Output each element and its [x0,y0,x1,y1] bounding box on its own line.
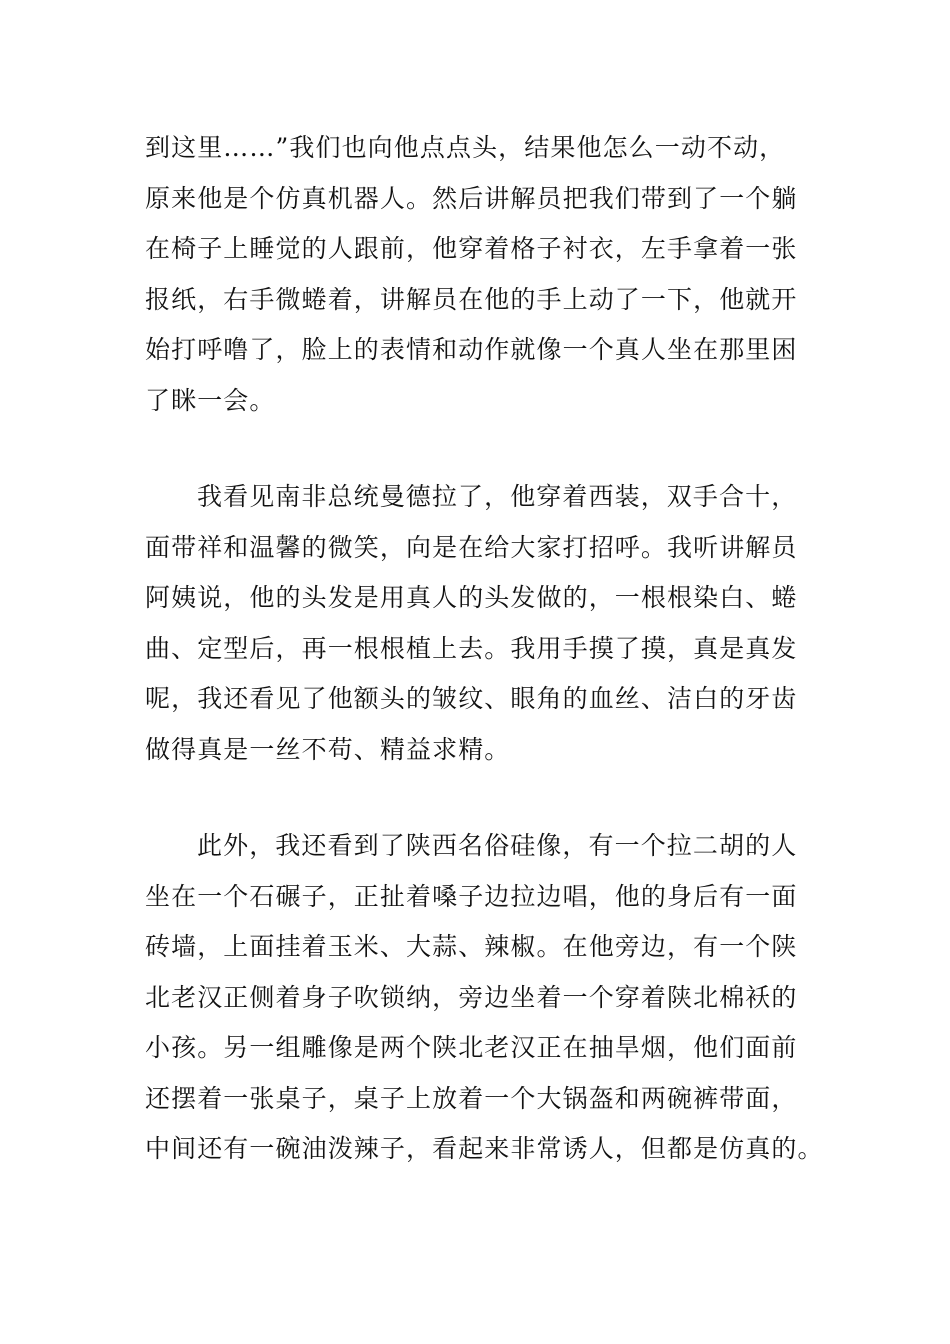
text-line: 到这里……”我们也向他点点头，结果他怎么一动不动， [145,133,786,162]
text-line: 中间还有一碗油泼辣子，看起来非常诱人，但都是仿真的。 [145,1134,824,1163]
text-line: 报纸，右手微蜷着，讲解员在他的手上动了一下，他就开 [145,284,798,314]
text-line: 小孩。另一组雕像是两个陕北老汉正在抽旱烟，他们面前 [145,1033,798,1062]
text-line: 始打呼噜了，脸上的表情和动作就像一个真人坐在那里困 [145,335,798,364]
text-line: 了眯一会。 [145,385,276,415]
paragraph-3 [145,821,824,1175]
text-line: 还摆着一张桌子，桌子上放着一个大锅盔和两碗裤带面， [145,1083,798,1113]
paragraph-1 [145,123,815,426]
paragraph-2 [145,472,815,775]
text-line: 做得真是一丝不苟、精益求精。 [145,734,511,764]
text-line: 面带祥和温馨的微笑，向是在给大家打招呼。我听讲解员 [145,532,798,562]
text-line: 北老汉正侧着身子吹锁纳，旁边坐着一个穿着陕北棉袄的 [145,982,798,1012]
text-line: 阿姨说，他的头发是用真人的头发做的，一根根染白、蜷 [145,583,798,612]
text-line: 坐在一个石碾子，正扯着嗓子边拉边唱，他的身后有一面 [145,881,798,911]
text-line: 呢，我还看见了他额头的皱纹、眼角的血丝、洁白的牙齿 [145,684,798,713]
text-line: 原来他是个仿真机器人。然后讲解员把我们带到了一个躺 [145,183,798,213]
text-line: 砖墙，上面挂着玉米、大蒜、辣椒。在他旁边，有一个陕 [145,932,798,961]
text-line: 在椅子上睡觉的人跟前，他穿着格子衬衣，左手拿着一张 [145,234,798,263]
text-line-first: 我看见南非总统曼德拉了，他穿着西装，双手合十， [197,482,798,511]
text-line-first: 此外，我还看到了陕西名俗硅像，有一个拉二胡的人 [197,831,798,860]
text-line: 曲、定型后，再一根根植上去。我用手摸了摸，真是真发 [145,633,798,663]
